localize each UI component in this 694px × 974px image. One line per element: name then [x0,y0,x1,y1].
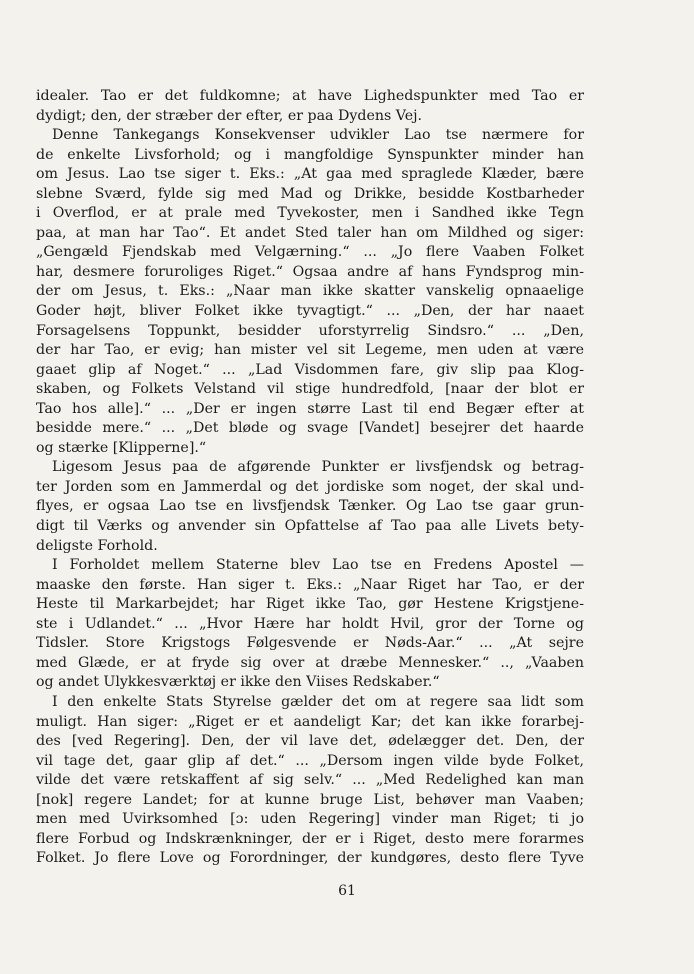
text-line: i Overflod, er at prale med Tyvekoster, men i Sandhed ikke Tegn [36,205,584,222]
text-line: ter Jorden som en Jammerdal og det jordiske som noget, der skal und- [36,478,584,495]
text-line: Heste til Markarbejdet; har Riget ikke Tao, gør Hestene Krigstjene- [36,596,584,613]
text-line: har, desmere foruroliges Riget.“ Ogsaa andre af hans Fyndsprog min- [36,263,584,280]
text-line: og stærke [Klipperne].“ [36,439,207,456]
text-line: gaaet glip af Noget.“ ... „Lad Visdommen fare, giv slip paa Klog- [36,361,584,378]
text-line: Ligesom Jesus paa de afgørende Punkter er livsfjendsk og betrag- [52,459,584,476]
text-line: Forsagelsens Toppunkt, besidder uforstyrrelig Sindsro.“ ... „Den, [36,322,584,339]
text-line: flere Forbud og Indskrænkninger, der er i Riget, desto mere forarmes [36,830,584,847]
text-line: I den enkelte Stats Styrelse gælder det om at regere saa lidt som [52,693,584,710]
text-line: om Jesus. Lao tse siger t. Eks.: „At gaa med spraglede Klæder, bære [36,166,584,183]
text-line: men med Uvirksomhed [ɔ: uden Regering] vinder man Riget; ti jo [36,811,584,828]
text-line: dydigt; den, der stræber der efter, er paa Dydens Vej. [36,107,423,124]
text-line: digt til Værks og anvender sin Opfattelse af Tao paa alle Livets bety- [36,518,584,535]
text-line: vilde det være retskaffent af sig selv.“ ... „Med Redelighed kan man [36,772,584,789]
text-line: ste i Udlandet.“ ... „Hvor Hære har holdt Hvil, gror der Torne og [36,615,584,632]
text-line: der har Tao, er evig; han mister vel sit Legeme, men uden at være [36,342,584,359]
text-line: idealer. Tao er det fuldkomne; at have Lighedspunkter med Tao er [36,88,584,104]
text-line: maaske den første. Han siger t. Eks.: „Naar Riget har Tao, er der [36,576,584,593]
page-number: 61 [338,883,356,899]
text-line: I Forholdet mellem Staterne blev Lao tse en Fredens Apostel — [52,557,584,574]
text-line: paa, at man har Tao“. Et andet Sted taler han om Mildhed og siger: [36,224,584,241]
text-line: Denne Tankegangs Konsekvenser udvikler Lao tse nærmere for [52,127,584,144]
text-line: „Gengæld Fjendskab med Velgærning.“ ... „Jo flere Vaaben Folket [36,244,584,261]
text-line: [nok] regere Landet; for at kunne bruge List, behøver man Vaaben; [36,791,584,808]
body-text [36,87,584,869]
text-line: flyes, er ogsaa Lao tse en livsfjendsk Tænker. Og Lao tse gaar grun- [36,498,584,515]
text-line: des [ved Regering]. Den, der vil lave det, ødelægger det. Den, der [36,733,584,750]
text-line: og andet Ulykkesværktøj er ikke den Viises Redskaber.“ [36,674,440,691]
text-line: muligt. Han siger: „Riget er et aandeligt Kar; det kan ikke forarbej- [36,713,584,730]
text-line: der om Jesus, t. Eks.: „Naar man ikke skatter vanskelig opnaaelige [36,283,584,300]
text-line: med Glæde, er at fryde sig over at dræbe Mennesker.“ .., „Vaaben [36,654,584,671]
text-line: de enkelte Livsforhold; og i mangfoldige Synspunkter minder han [36,146,584,163]
text-line: Goder højt, bliver Folket ikke tyvagtigt.“ ... „Den, der har naaet [36,303,584,320]
text-line: vil tage det, gaar glip af det.“ ... „Dersom ingen vilde byde Folket, [36,752,584,769]
text-line: deligste Forhold. [36,537,158,554]
text-line: Folket. Jo flere Love og Forordninger, der kundgøres, desto flere Tyve [36,850,584,867]
text-line: Tao hos alle].“ ... „Der er ingen større Last til end Begær efter at [36,400,584,417]
text-line: Tidsler. Store Krigstogs Følgesvende er Nøds-Aar.“ ... „At sejre [36,635,584,652]
text-line: slebne Sværd, fylde sig med Mad og Drikke, besidde Kostbarheder [36,185,584,202]
text-line: skaben, og Folkets Velstand vil stige hundredfold, [naar der blot er [36,381,584,398]
text-line: besidde mere.“ ... „Det bløde og svage [Vandet] besejrer det haarde [36,420,584,437]
